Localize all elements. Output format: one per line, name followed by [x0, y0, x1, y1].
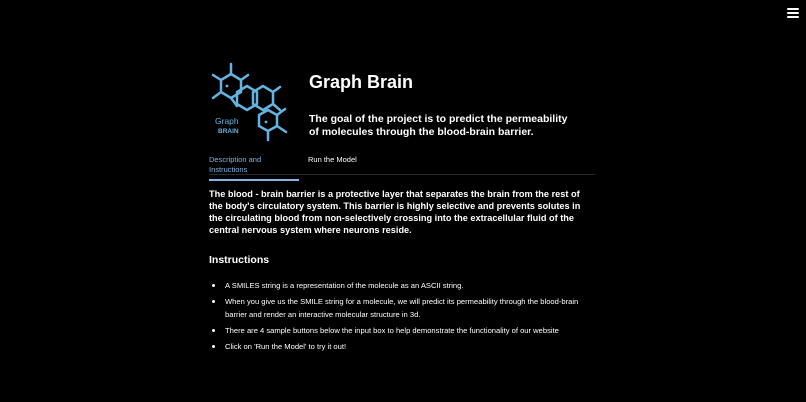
graph-brain-logo	[210, 58, 296, 144]
logo-text-graph: Graph	[215, 116, 239, 126]
hamburger-menu-icon[interactable]	[787, 8, 799, 18]
logo-text-brain: BRAIN	[218, 128, 239, 135]
tab-bar	[209, 155, 595, 175]
list-item: When you give us the SMILE string for a molecule, we will predict its permeability through the blood-brain barrier and render an interactive molecular structure in 3d.	[209, 295, 595, 321]
tab-run-the-model[interactable]: Run the Model	[308, 155, 357, 164]
list-item: A SMILES string is a representation of the molecule as an ASCII string.	[209, 279, 595, 292]
list-item: Click on 'Run the Model' to try it out!	[209, 340, 595, 353]
instructions-heading: Instructions	[209, 254, 270, 266]
instructions-list	[209, 279, 595, 353]
page-title: Graph Brain	[309, 72, 414, 92]
main-content	[209, 58, 595, 356]
header	[209, 58, 595, 146]
list-item: There are 4 sample buttons below the input box to help demonstrate the functionality of our website	[209, 324, 595, 337]
intro-paragraph: The blood - brain barrier is a protective layer that separates the brain from the rest of the body's circulatory system. This barrier is highly selective and prevents solutes in the circulating blood from non-selectively crossing into the extracellular fluid of the central nervous system where neurons reside.	[209, 189, 581, 235]
header-text	[309, 58, 579, 139]
page-subtitle: The goal of the project is to predict the permeability of molecules through the blood-brain barrier.	[309, 113, 568, 138]
tab-description-and-instructions[interactable]: Description and Instructions	[209, 155, 299, 174]
